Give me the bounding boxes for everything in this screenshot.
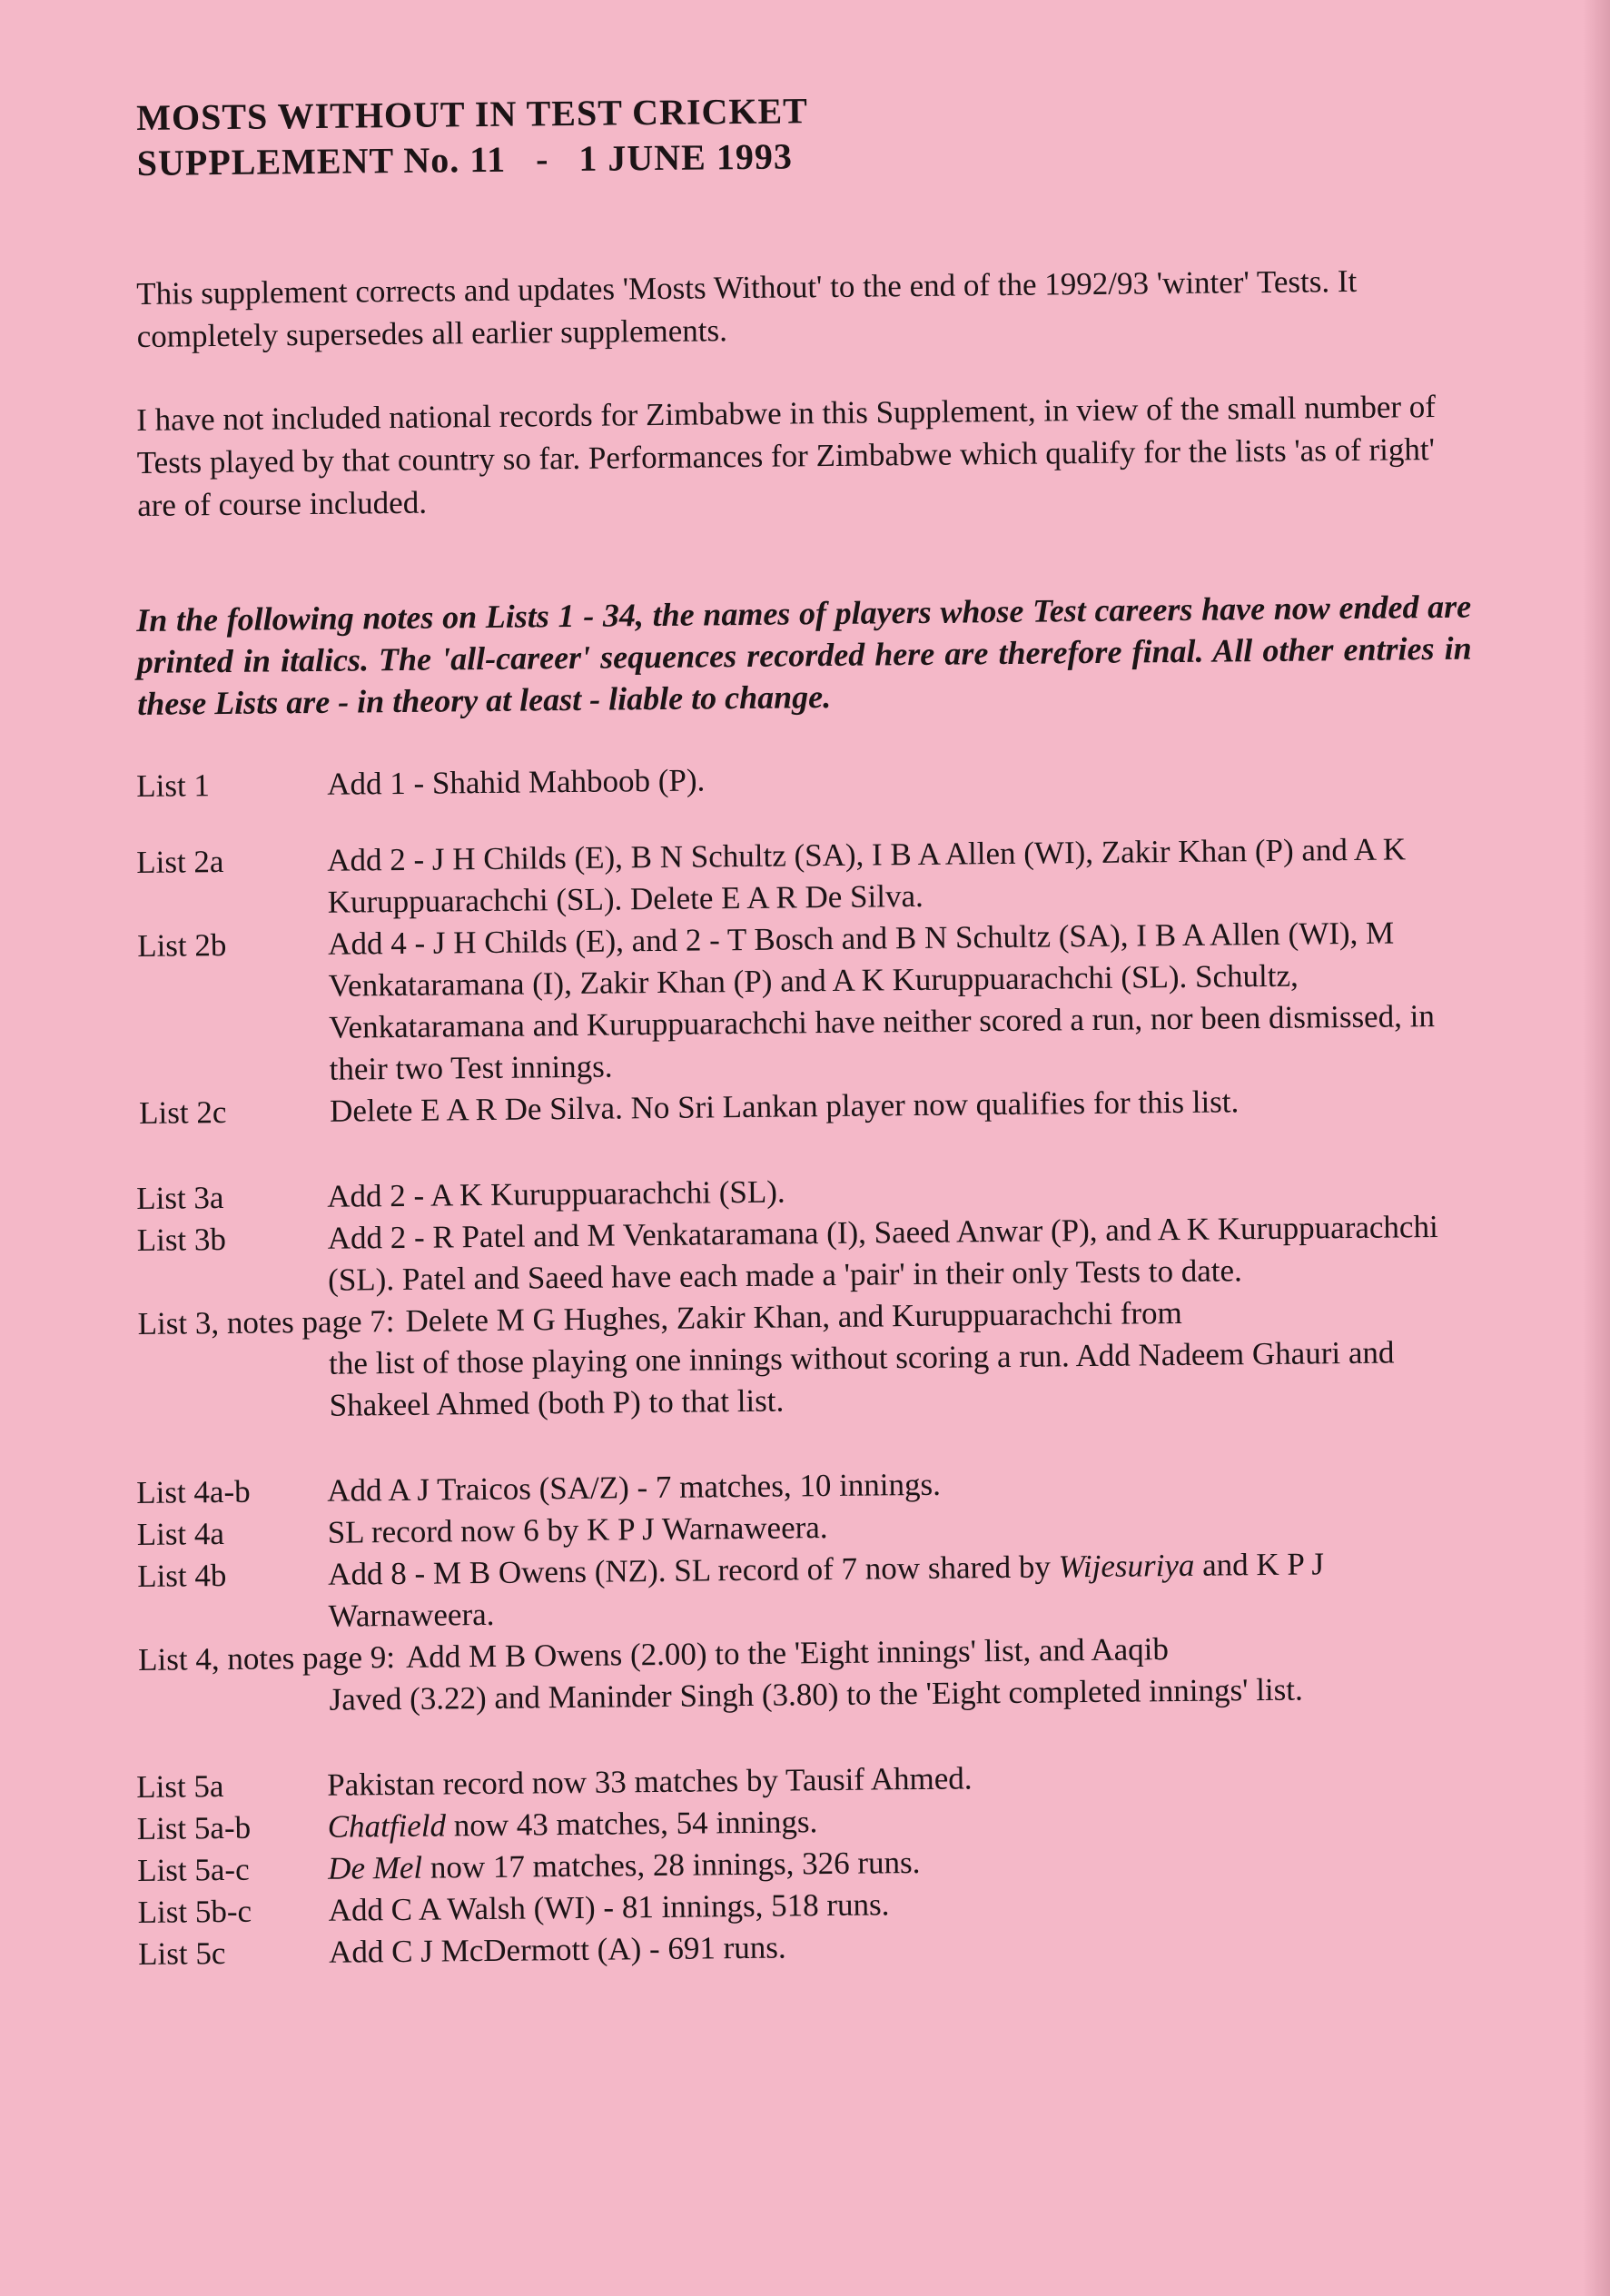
list-text-part: now 17 matches, 28 innings, 326 runs. [421, 1844, 921, 1885]
list-2-group [136, 828, 1474, 1134]
notes-intro-paragraph: In the following notes on Lists 1 - 34, the names of players whose Test careers have now ended are printed in italics. The 'all-career' sequences recorded here are therefore final. All other entries in these Lists are - in theory at least - liable to change. [136, 588, 1472, 722]
list-label: List 3b [136, 1221, 227, 1258]
list-text-continued: the list of those playing one innings without scoring a run. Add Nadeem Ghauri and Shakeel Ahmed (both P) to that list. [328, 1334, 1395, 1423]
list-text-part: and K P J Warnaweera. [328, 1546, 1325, 1634]
player-name-italic: De Mel [327, 1849, 423, 1886]
list-text: Add 2 - A K Kuruppuarachchi (SL). [327, 1173, 785, 1214]
list-text: Add C A Walsh (WI) - 81 innings, 518 runs. [328, 1886, 890, 1928]
list-label: List 2b [136, 926, 227, 964]
list-label: List 1 [136, 767, 211, 804]
list-text [328, 1542, 1473, 1638]
list-label: List 5a-b [136, 1809, 252, 1846]
list-entry [136, 828, 1472, 925]
list-label: List 4, notes page 9: [137, 1639, 396, 1677]
list-1-group [136, 752, 1471, 807]
list-entry [137, 1290, 1473, 1429]
intro-paragraph-1: This supplement corrects and updates 'Mosts Without' to the end of the 1992/93 'winter' Tests. It completely supersedes all earlier supplements. [136, 262, 1358, 354]
list-text: Add 2 - J H Childs (E), B N Schultz (SA), I B A Allen (WI), Zakir Khan (P) and A K Kuruppuarachchi (SL). Delete E A R De Silva. [327, 831, 1407, 920]
list-text: Pakistan record now 33 matches by Tausif Ahmed. [327, 1760, 973, 1803]
list-label: List 5a-c [136, 1851, 250, 1888]
list-label: List 5a [136, 1767, 224, 1805]
document-title [136, 82, 1472, 186]
list-text: SL record now 6 by K P J Warnaweera. [327, 1509, 828, 1550]
list-text-part: now 43 matches, 54 innings. [445, 1804, 818, 1844]
list-3-group [136, 1164, 1474, 1429]
list-text: Add 1 - Shahid Mahboob (P). [327, 762, 706, 802]
list-label: List 3, notes page 7: [137, 1303, 395, 1341]
list-entry [136, 752, 1471, 807]
list-5-group [136, 1753, 1473, 1975]
list-text: Add A J Traicos (SA/Z) - 7 matches, 10 innings. [327, 1466, 942, 1509]
title-line-2: SUPPLEMENT No. 11 - 1 JUNE 1993 [136, 135, 794, 183]
title-line-1: MOSTS WITHOUT IN TEST CRICKET [136, 90, 809, 138]
list-text: Delete M G Hughes, Zakir Khan, and Kuruppuarachchi from [405, 1294, 1182, 1339]
list-text: Delete E A R De Silva. No Sri Lankan player now qualifies for this list. [329, 1084, 1240, 1129]
list-text: Add 2 - R Patel and M Venkataramana (I), Saeed Anwar (P), and A K Kuruppuarachchi (SL). Patel and Saeed have each made a 'pair' in their only Tests to date. [327, 1208, 1438, 1298]
list-text: Add M B Owens (2.00) to the 'Eight innings' list, and Aaqib [405, 1631, 1170, 1675]
list-label: List 4a [136, 1515, 225, 1552]
list-label: List 4b [136, 1557, 227, 1594]
intro-paragraph-2: I have not included national records for Zimbabwe in this Supplement, in view of the small number of Tests played by that country so far. Performances for Zimbabwe which qualify for the lists 'as of right' are of course included. [136, 389, 1437, 523]
page-edge [1583, 0, 1610, 2296]
list-entry [137, 912, 1474, 1093]
player-name-italic: Chatfield [327, 1807, 447, 1845]
list-label: List 5b-c [137, 1893, 252, 1930]
list-label: List 5c [137, 1935, 226, 1972]
list-label: List 2a [136, 843, 224, 880]
list-entry [136, 1206, 1472, 1303]
list-label: List 4a-b [136, 1473, 251, 1510]
list-entry [138, 1626, 1474, 1723]
list-label: List 3a [136, 1179, 224, 1216]
list-text: Add C J McDermott (A) - 691 runs. [328, 1929, 786, 1970]
player-name-italic: Wijesuriya [1058, 1547, 1195, 1585]
list-label: List 2c [138, 1094, 227, 1131]
list-text: Add 4 - J H Childs (E), and 2 - T Bosch and B N Schultz (SA), I B A Allen (WI), M Venkataramana (I), Zakir Khan (P) and A K Kuruppuarachchi (SL). Schultz, Venkataramana and Kuruppuarachchi have neither scored a run, nor been dismissed, in their two Test innings. [327, 915, 1436, 1087]
list-4-group [136, 1459, 1474, 1723]
list-text-part: Add 8 - M B Owens (NZ). SL record of 7 now shared by [327, 1549, 1059, 1592]
list-text-continued: Javed (3.22) and Maninder Singh (3.80) to the 'Eight completed innings' list. [329, 1671, 1303, 1717]
list-entry [137, 1542, 1473, 1639]
document-body [136, 90, 1472, 1975]
